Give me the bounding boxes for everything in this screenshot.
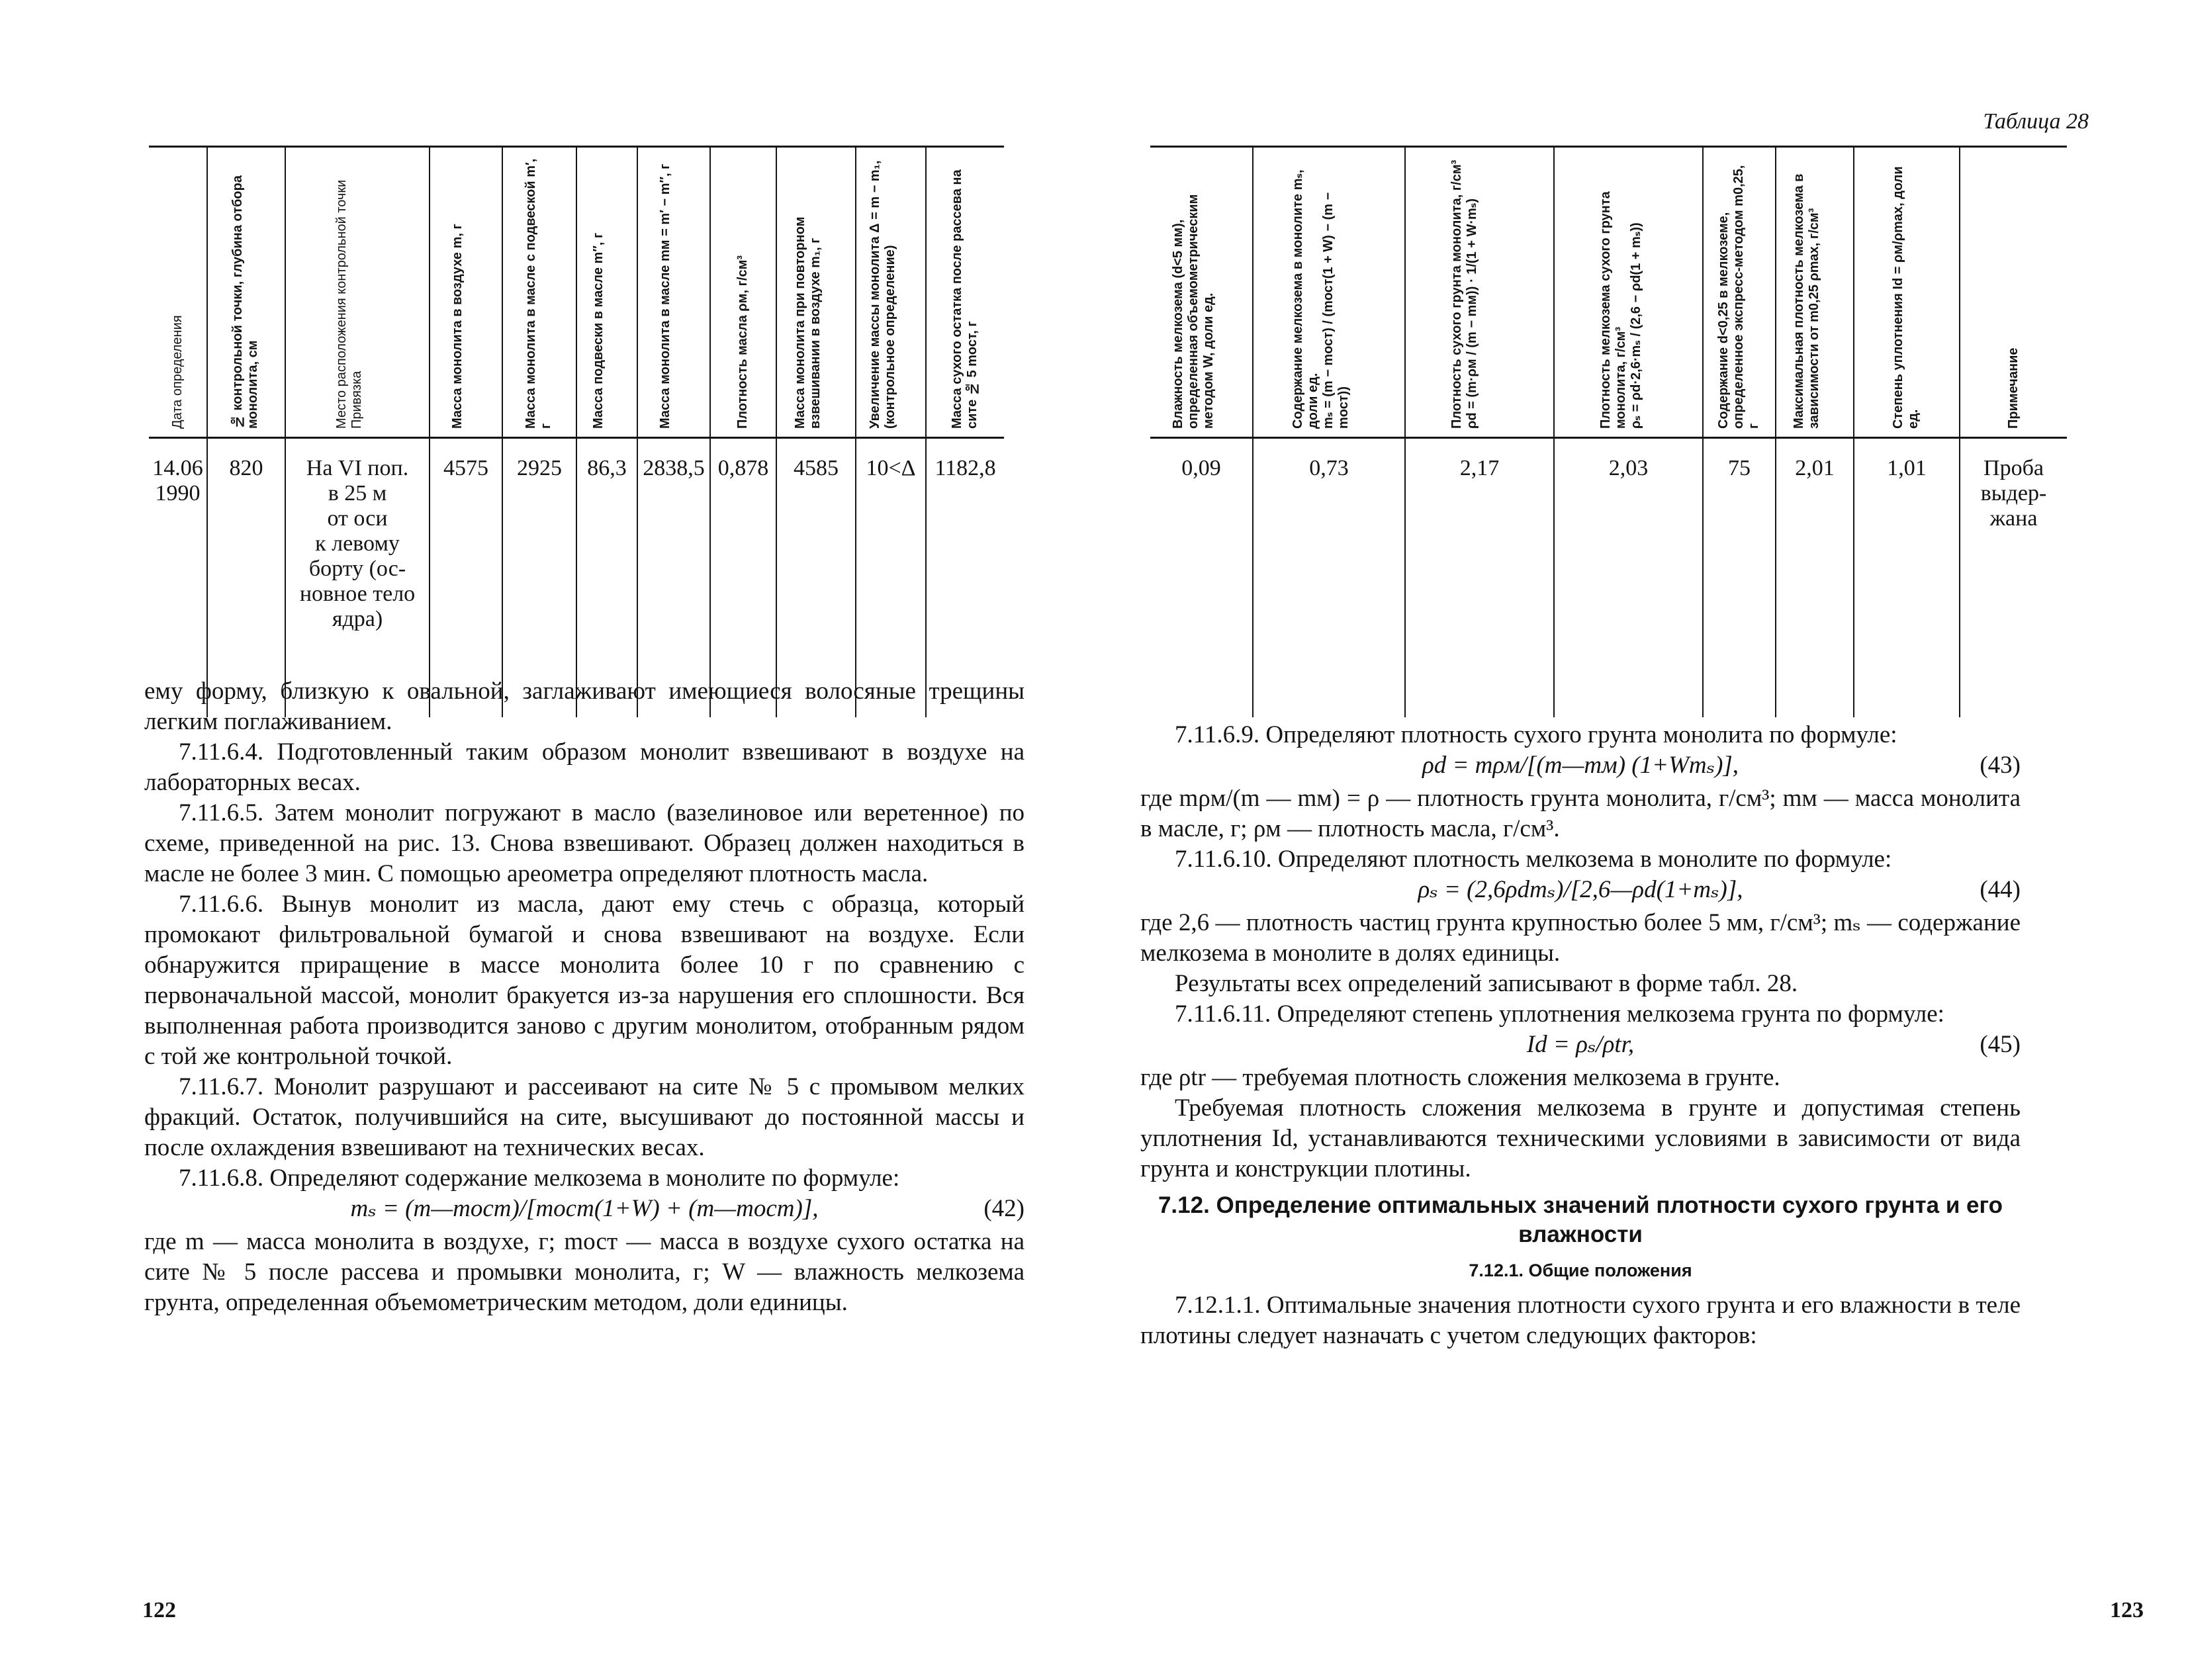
cell-mass-reweigh: 4585 (776, 438, 856, 718)
table-caption: Таблица 28 (1983, 109, 2089, 134)
right-page (1094, 0, 2188, 1680)
paragraph: 7.12.1.1. Оптимальные значения плотности сухого грунта и его влажности в теле плотины следует назначать с учетом следующих факторов: (1140, 1292, 2021, 1349)
header-text: Масса монолита в воздухе m, г (450, 224, 465, 429)
paragraph: Результаты всех определений записывают в форме табл. 28. (1175, 970, 1798, 997)
formula-number: (42) (983, 1195, 1025, 1222)
formula-text: ρₛ = (2,6ρdmₛ)/[2,6—ρd(1+mₛ)], (1418, 876, 1743, 903)
paragraph: где mρм/(m — mм) = ρ — плотность грунта монолита, г/см³; mм — масса монолита в масле, г; ρм — плотность масла, г/см³. (1140, 785, 2021, 842)
header-text: Плотность сухого грунта монолита, г/см³ ρd = (m·ρм / (m − mм)) · 1/(1 + W·mₛ) (1449, 159, 1479, 429)
formula-number: (44) (1980, 876, 2021, 903)
formula-45 (1140, 1030, 2021, 1063)
header-text: Примечание (2005, 347, 2021, 429)
paragraph: 7.11.6.4. Подготовленный таким образом монолит взвешивают в воздухе на лабораторных весах. (144, 738, 1025, 796)
header-cell (149, 147, 207, 438)
header-cell (502, 147, 576, 438)
paragraph: где m — масса монолита в воздухе, г; mост — масса в воздухе сухого остатка на сите № 5 после рассева и промывки монолита, г; W — влажность мелкозема грунта, определенная объемометрическим методом, доли единицы. (144, 1228, 1025, 1316)
formula-number: (43) (1980, 752, 2021, 779)
header-cell (776, 147, 856, 438)
left-body-text (144, 676, 1025, 1318)
cell-location: На VI поп. в 25 м от оси к левому борту (ос- новное тело ядра) (285, 438, 430, 718)
cell-point: 820 (207, 438, 285, 718)
header-cell (1405, 147, 1554, 438)
header-cell (576, 147, 637, 438)
page-number: 122 (142, 1598, 176, 1622)
subsection-heading: 7.12.1. Общие положения (1469, 1260, 1692, 1280)
header-text: Масса подвески в масле m″, г (591, 232, 606, 429)
paragraph: 7.11.6.7. Монолит разрушают и рассеивают на сите № 5 с промывом мелких фракций. Остаток, получившийся на сите, высушивают до постоянной массы и после охлаждения взвешивают на технических весах. (144, 1073, 1025, 1161)
formula-number: (45) (1980, 1031, 2021, 1058)
header-cell (1776, 147, 1854, 438)
right-body-text (1140, 720, 2021, 1351)
header-cell (1554, 147, 1703, 438)
header-text: Содержание мелкозема в монолите mₛ, доли ед. mₛ = (m − mост) / (mост(1 + W) − (m − mост)) (1291, 169, 1351, 429)
cell-fraction-content: 75 (1703, 438, 1776, 718)
paragraph: 7.11.6.10. Определяют плотность мелкозема в монолите по формуле: (1175, 846, 1892, 873)
table-row (1150, 438, 2067, 718)
header-text: Плотность мелкозема сухого грунта монолита, г/см³ ρₛ = ρd·2,6·mₛ / (2,6 − ρd(1 + mₛ)) (1598, 191, 1643, 429)
cell-dry-residue: 1182,8 (926, 438, 1004, 718)
paragraph: 7.11.6.9. Определяют плотность сухого грунта монолита по формуле: (1175, 721, 1897, 748)
right-data-table (1150, 146, 2067, 717)
header-cell (1253, 147, 1405, 438)
header-cell (1703, 147, 1776, 438)
cell-oil-density: 0,878 (710, 438, 776, 718)
paragraph: 7.11.6.6. Вынув монолит из масла, дают ему стечь с образца, который промокают фильтровальной бумагой и снова взвешивают на воздухе. Если обнаружится приращение в массе монолита более 10 г по сравнению с первоначальной массой, монолит бракуется из-за нарушения его сплошности. Вся выполненная работа производится заново с другим монолитом, отобранным рядом с той же контрольной точкой. (144, 891, 1025, 1070)
header-text: Масса сухого остатка после рассева на сите № 5 mост, г (949, 169, 980, 429)
header-text: Содержание d<0,25 в мелкоземе, определенное экспресс-методом m0,25, г (1716, 165, 1761, 429)
cell-max-density: 2,01 (1776, 438, 1854, 718)
header-cell (710, 147, 776, 438)
header-text: Дата определения (169, 315, 185, 429)
cell-mass-oil-hanger: 2925 (502, 438, 576, 718)
header-text: Влажность мелкозема (d<5 мм), определенная объемометрическим методом W, доли ед. (1171, 194, 1216, 429)
formula-text: mₛ = (m—mост)/[mост(1+W) + (m—mост)], (350, 1195, 819, 1222)
paragraph: 7.11.6.5. Затем монолит погружают в масло (вазелиновое или веретенное) по схеме, приведенной на рис. 13. Снова взвешивают. Образец должен находиться в масле не более 3 мин. С помощью ареометра определяют плотность масла. (144, 799, 1025, 887)
page-number: 123 (2110, 1598, 2144, 1622)
header-text: Максимальная плотность мелкозема в зависимости от m0,25 ρmax, г/см³ (1792, 173, 1821, 429)
table-row (149, 438, 1004, 718)
left-table-header-row (149, 147, 1004, 438)
header-cell (926, 147, 1004, 438)
cell-compaction: 1,01 (1854, 438, 1960, 718)
cell-mass-oil: 2838,5 (637, 438, 710, 718)
header-cell (1150, 147, 1253, 438)
header-cell (856, 147, 926, 438)
formula-42 (144, 1194, 1025, 1227)
cell-fine-content: 0,73 (1253, 438, 1405, 718)
header-cell (207, 147, 285, 438)
formula-text: ρd = mρм/[(m—mм) (1+Wmₛ)], (1422, 752, 1739, 779)
left-data-table (149, 146, 1004, 717)
paragraph: 7.11.6.11. Определяют степень уплотнения мелкозема грунта по формуле: (1175, 1000, 1944, 1028)
paragraph: ему форму, близкую к овальной, заглаживают имеющиеся волосяные трещины легким поглаживанием. (144, 678, 1025, 735)
cell-mass-increase: 10<Δ (856, 438, 926, 718)
paragraph: где 2,6 — плотность частиц грунта крупностью более 5 мм, г/см³; mₛ — содержание мелкозема в монолите в долях единицы. (1140, 909, 2021, 967)
header-text: Увеличение массы монолита Δ = m − m₁, (контрольное определение) (868, 160, 897, 429)
formula-text: Id = ρₛ/ρtr, (1526, 1031, 1635, 1058)
header-text: Место расположения контрольной точки Привязка (334, 179, 364, 429)
header-cell (1960, 147, 2067, 438)
header-text: Масса монолита в масле с подвеской m′, г (524, 158, 553, 429)
header-cell (285, 147, 430, 438)
formula-43 (1140, 750, 2021, 783)
cell-date: 14.06 1990 (152, 456, 203, 506)
cell-moisture: 0,09 (1181, 456, 1221, 480)
cell-fine-density: 2,03 (1554, 438, 1703, 718)
header-text: Масса монолита при повторном взвешивании в воздухе m₁, г (793, 216, 823, 429)
paragraph: где ρtr — требуемая плотность сложения мелкозема в грунте. (1140, 1064, 1780, 1091)
cell-mass-air: 4575 (430, 438, 502, 718)
header-cell (1854, 147, 1960, 438)
header-text: Степень уплотнения Id = ρм/ρmax, доли ед. (1891, 166, 1921, 429)
paragraph: Требуемая плотность сложения мелкозема в грунте и допустимая степень уплотнения Id, устанавливаются техническими условиями в зависимости от вида грунта и конструкции плотины. (1140, 1094, 2021, 1182)
header-text: Масса монолита в масле mм = m′ − m″, г (658, 163, 672, 429)
cell-dry-density: 2,17 (1405, 438, 1554, 718)
right-table-header-row (1150, 147, 2067, 438)
cell-note: Проба выдер- жана (1960, 438, 2067, 718)
formula-44 (1140, 875, 2021, 908)
cell-hanger-mass: 86,3 (576, 438, 637, 718)
header-cell (430, 147, 502, 438)
paragraph: 7.11.6.8. Определяют содержание мелкозема в монолите по формуле: (179, 1165, 900, 1192)
header-text: № контрольной точки, глубина отбора монолита, см (230, 175, 260, 429)
section-heading: 7.12. Определение оптимальных значений плотности сухого грунта и его влажности (1158, 1192, 2003, 1247)
header-text: Плотность масла ρм, г/см³ (735, 255, 750, 429)
header-cell (637, 147, 710, 438)
